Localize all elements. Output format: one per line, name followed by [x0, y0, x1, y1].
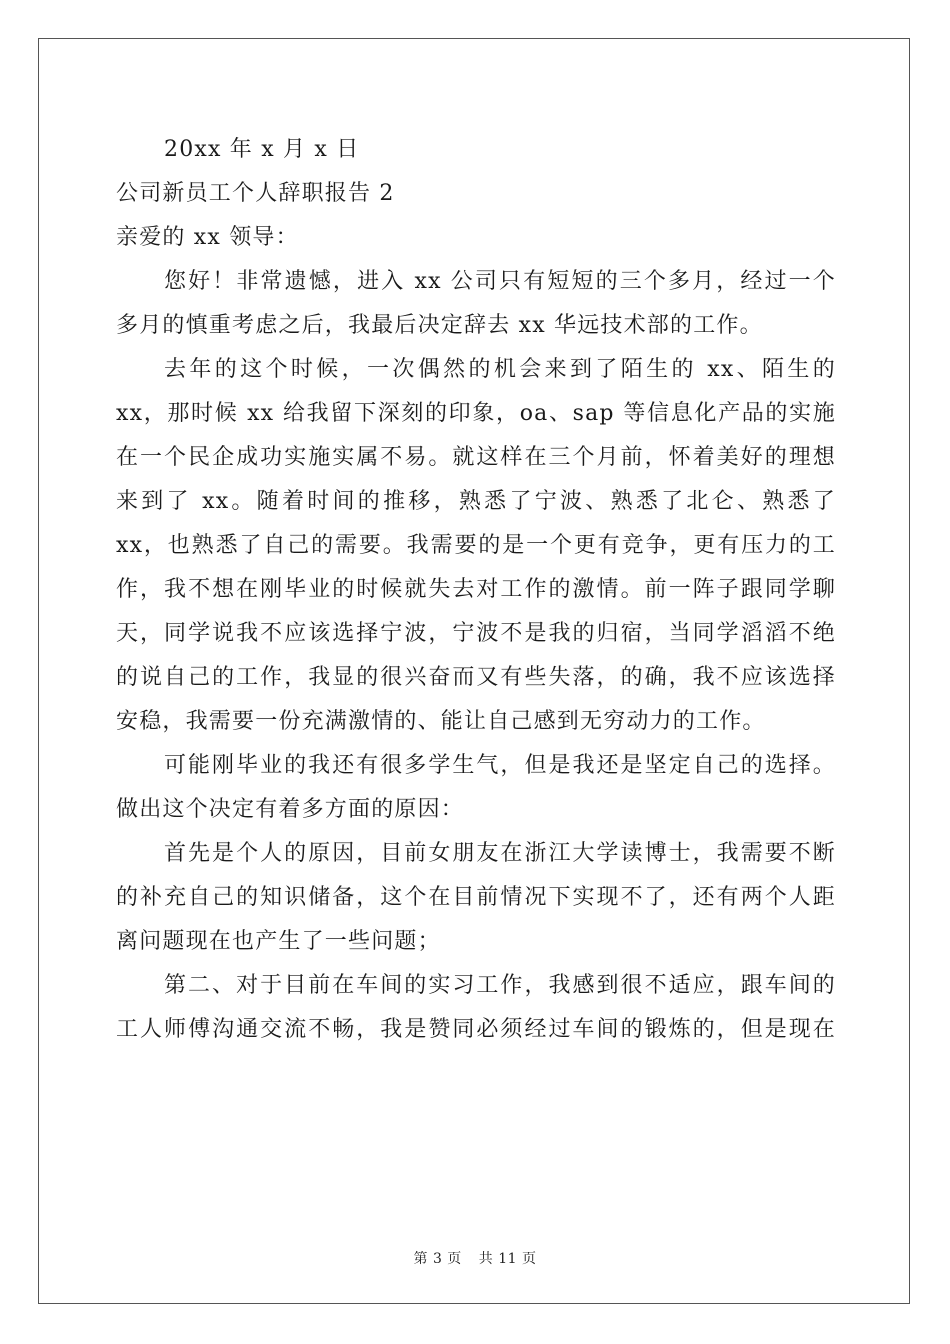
text-line: 第二、对于目前在车间的实习工作，我感到很不适应，跟车间的	[164, 973, 836, 998]
salutation: 亲爱的 xx 领导：	[116, 225, 299, 250]
text-line: 首先是个人的原因，目前女朋友在浙江大学读博士，我需要不断	[164, 841, 836, 866]
text-line: 安稳，我需要一份充满激情的、能让自己感到无穷动力的工作。	[116, 709, 766, 734]
text-line: 您好！非常遗憾，进入 xx 公司只有短短的三个多月，经过一个	[164, 269, 836, 294]
text-line: 来到了 xx。随着时间的推移，熟悉了宁波、熟悉了北仑、熟悉了	[116, 489, 836, 514]
text-line: 可能刚毕业的我还有很多学生气，但是我还是坚定自己的选择。	[164, 753, 836, 778]
text-line: 多月的慎重考虑之后，我最后决定辞去 xx 华远技术部的工作。	[116, 313, 763, 338]
page-footer	[0, 1248, 950, 1268]
text-line: 做出这个决定有着多方面的原因：	[116, 797, 465, 822]
text-line: xx，那时候 xx 给我留下深刻的印象，oa、sap 等信息化产品的实施	[116, 401, 836, 426]
document-heading: 公司新员工个人辞职报告 2	[116, 181, 395, 206]
body-paragraphs	[116, 260, 836, 1052]
document-body	[116, 128, 836, 1052]
text-line: 在一个民企成功实施实属不易。就这样在三个月前，怀着美好的理想	[116, 445, 836, 470]
text-line: xx，也熟悉了自己的需要。我需要的是一个更有竞争，更有压力的工	[116, 533, 836, 558]
text-line: 工人师傅沟通交流不畅，我是赞同必须经过车间的锻炼的，但是现在	[116, 1017, 836, 1042]
page-total: 共 11 页	[478, 1251, 537, 1267]
text-line: 的说自己的工作，我显的很兴奋而又有些失落，的确，我不应该选择	[116, 665, 836, 690]
text-line: 的补充自己的知识储备，这个在目前情况下实现不了，还有两个人距	[116, 885, 836, 910]
text-line: 去年的这个时候，一次偶然的机会来到了陌生的 xx、陌生的	[164, 357, 836, 382]
page-number: 第 3 页	[413, 1251, 462, 1267]
date-line: 20xx 年 x 月 x 日	[164, 137, 360, 162]
text-line: 离问题现在也产生了一些问题；	[116, 929, 441, 954]
text-line: 作，我不想在刚毕业的时候就失去对工作的激情。前一阵子跟同学聊	[116, 577, 836, 602]
text-line: 天，同学说我不应该选择宁波，宁波不是我的归宿，当同学滔滔不绝	[116, 621, 836, 646]
